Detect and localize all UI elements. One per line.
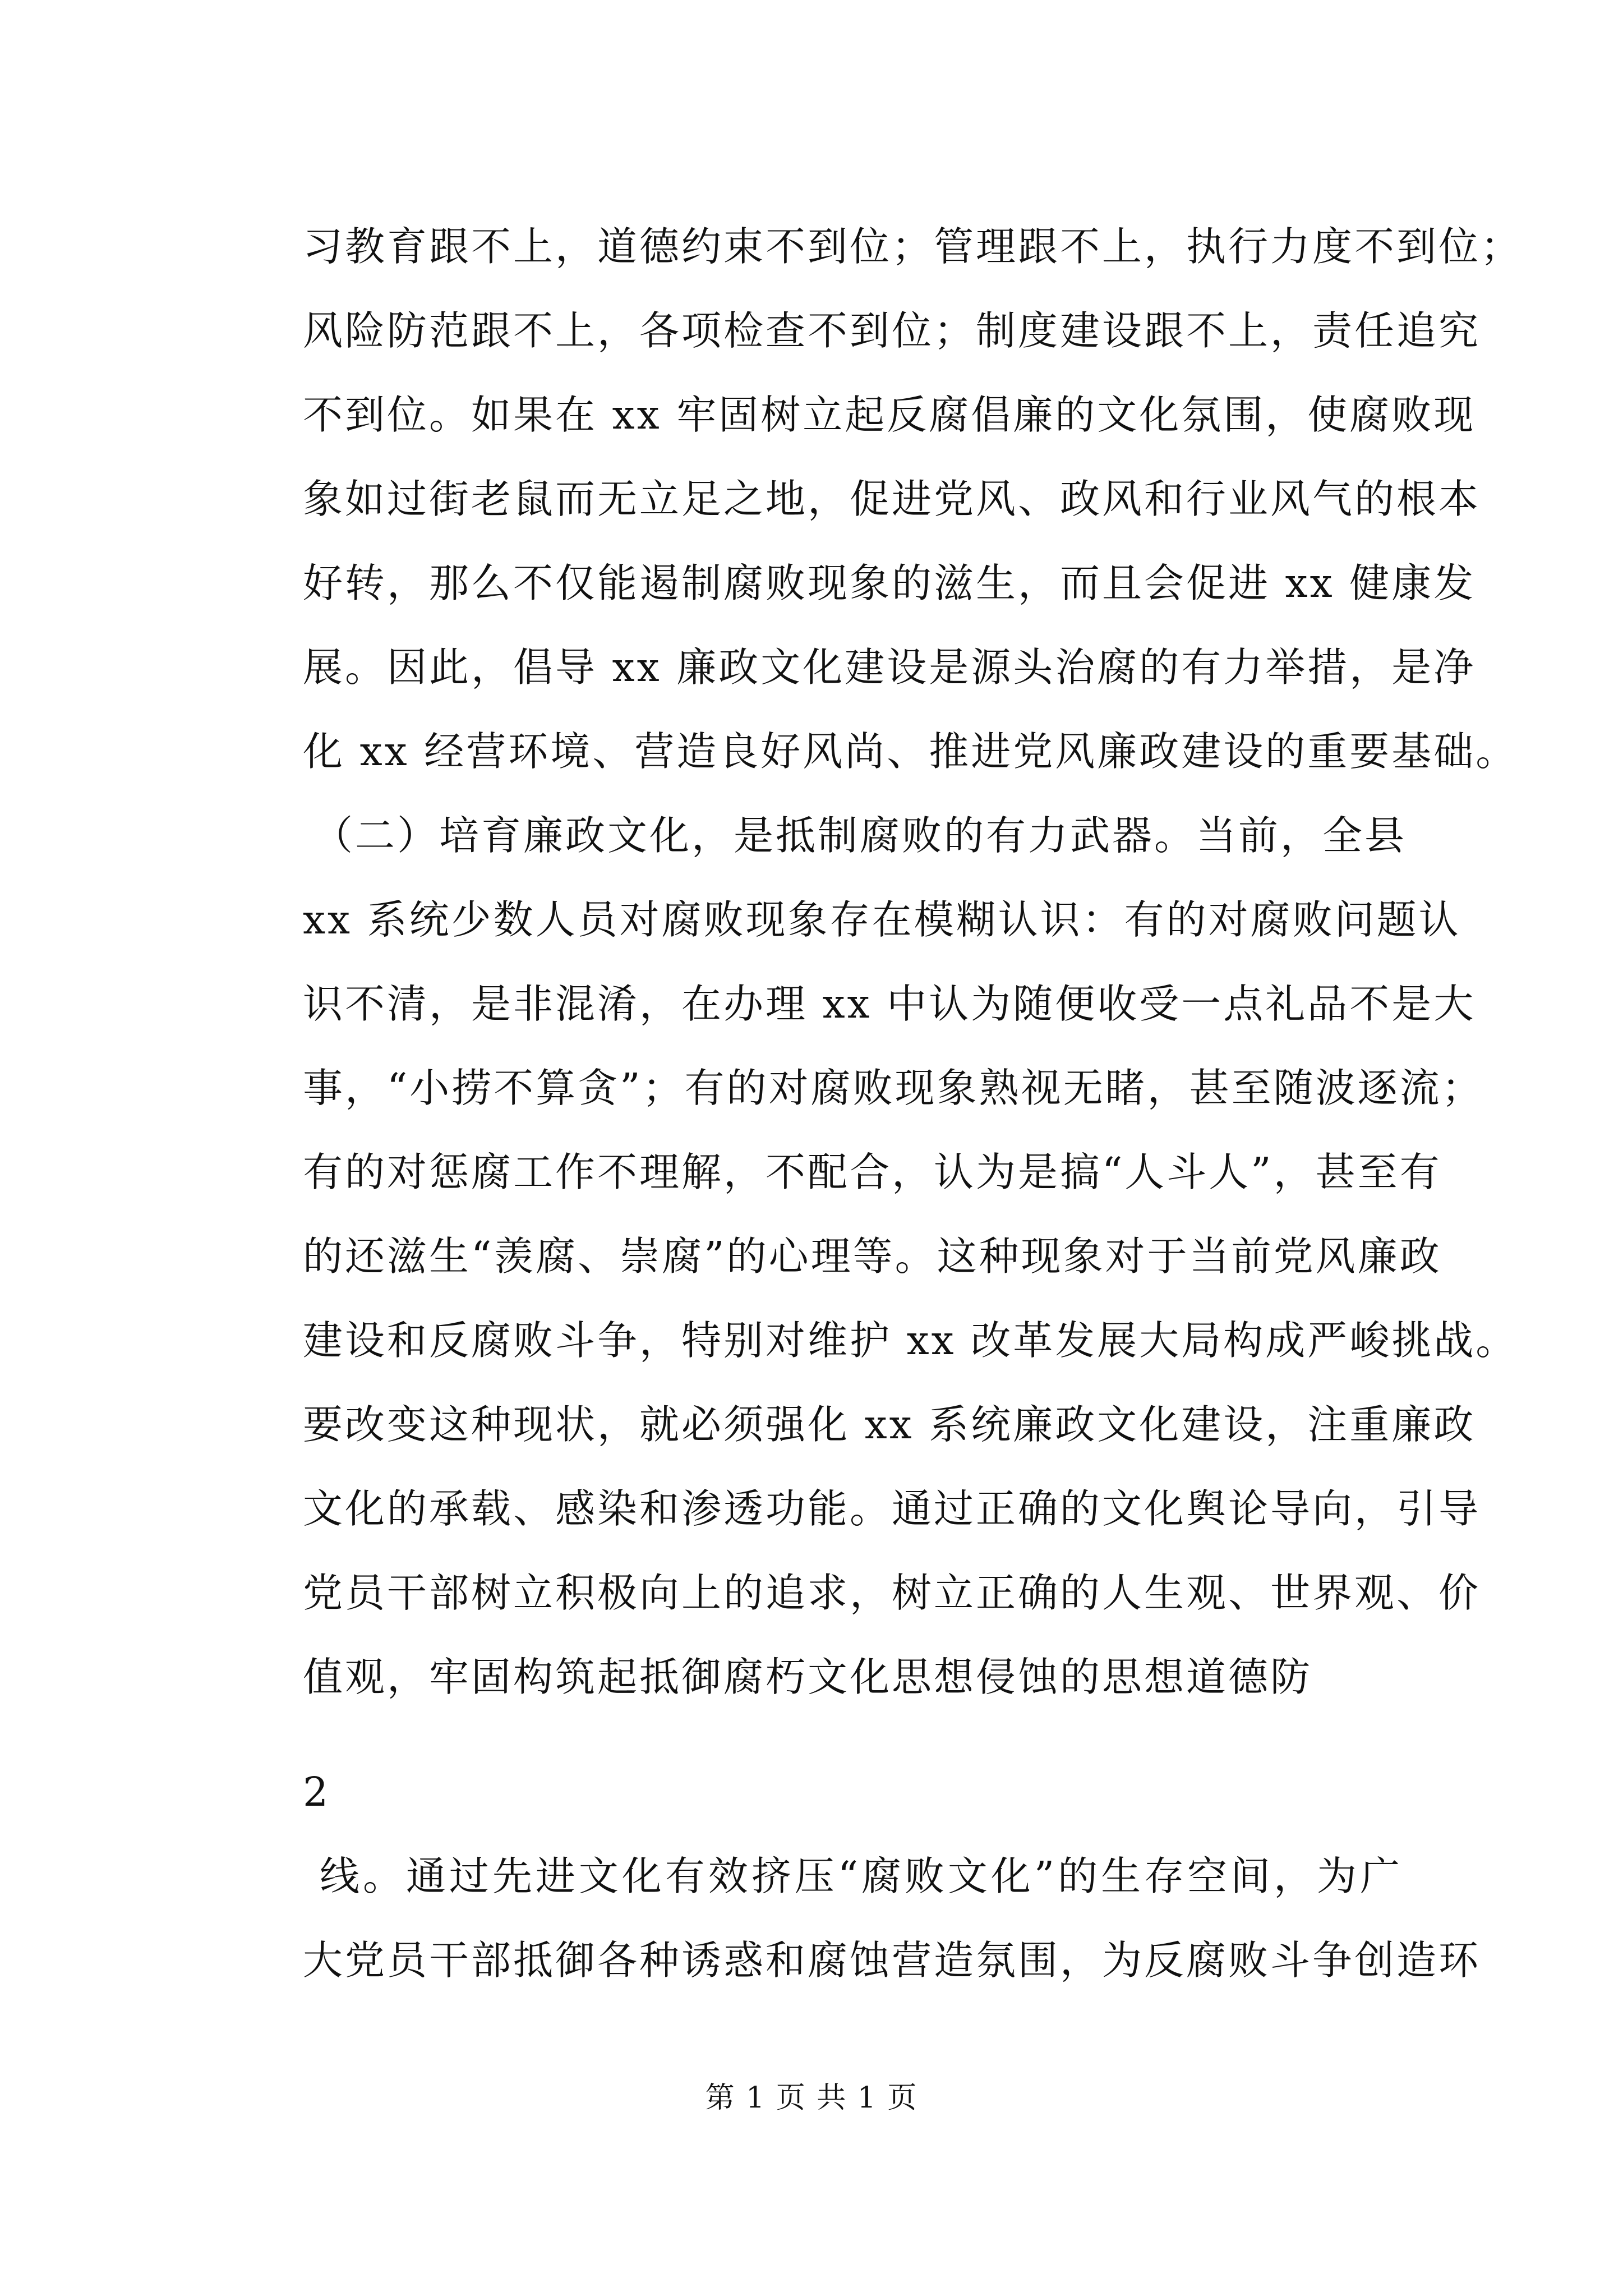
text-line: 建设和反腐败斗争，特别对维护 xx 改革发展大局构成严峻挑战。 [303,1317,1518,1364]
text-line: 的还滋生“羡腐、崇腐”的心理等。这种现象对于当前党风廉政 [303,1233,1442,1280]
text-line: 要改变这种现状，就必须强化 xx 系统廉政文化建设，注重廉政 [303,1401,1476,1448]
continuation-line: 大党员干部抵御各种诱惑和腐蚀营造氛围，为反腐败斗争创造环 [303,1937,1481,1984]
text-line: 有的对惩腐工作不理解，不配合，认为是搞“人斗人”，甚至有 [303,1149,1442,1195]
continuation-line: 线。通过先进文化有效挤压“腐败文化”的生存空间，为广 [320,1853,1402,1899]
text-line: 展。因此，倡导 xx 廉政文化建设是源头治腐的有力举措，是净 [303,644,1476,691]
text-line: 化 xx 经营环境、营造良好风尚、推进党风廉政建设的重要基础。 [303,728,1518,775]
paragraph-start-line: （二）培育廉政文化，是抵制腐败的有力武器。当前，全县 [313,812,1407,859]
text-line: 文化的承载、感染和渗透功能。通过正确的文化舆论导向，引导 [303,1485,1481,1532]
text-line: 党员干部树立积极向上的追求，树立正确的人生观、世界观、价 [303,1570,1481,1616]
text-line: 好转，那么不仅能遏制腐败现象的滋生，而且会促进 xx 健康发 [303,560,1476,606]
text-line: 风险防范跟不上，各项检查不到位；制度建设跟不上，责任追究 [303,307,1481,354]
text-line: 不到位。如果在 xx 牢固树立起反腐倡廉的文化氛围，使腐败现 [303,392,1476,438]
text-line: 识不清，是非混淆，在办理 xx 中认为随便收受一点礼品不是大 [303,981,1476,1027]
text-line: 习教育跟不上，道德约束不到位；管理跟不上，执行力度不到位； [303,223,1523,270]
text-line: 值观，牢固构筑起抵御腐朽文化思想侵蚀的思想道德防 [303,1654,1313,1700]
text-line: 事，“小捞不算贪”；有的对腐败现象熟视无睹，甚至随波逐流； [303,1065,1484,1111]
page-footer: 第 1 页 共 1 页 [705,2081,918,2115]
text-line: 象如过街老鼠而无立足之地，促进党风、政风和行业风气的根本 [303,476,1481,522]
inline-page-number: 2 [303,1769,329,1815]
text-line: xx 系统少数人员对腐败现象存在模糊认识：有的对腐败问题认 [303,896,1461,943]
